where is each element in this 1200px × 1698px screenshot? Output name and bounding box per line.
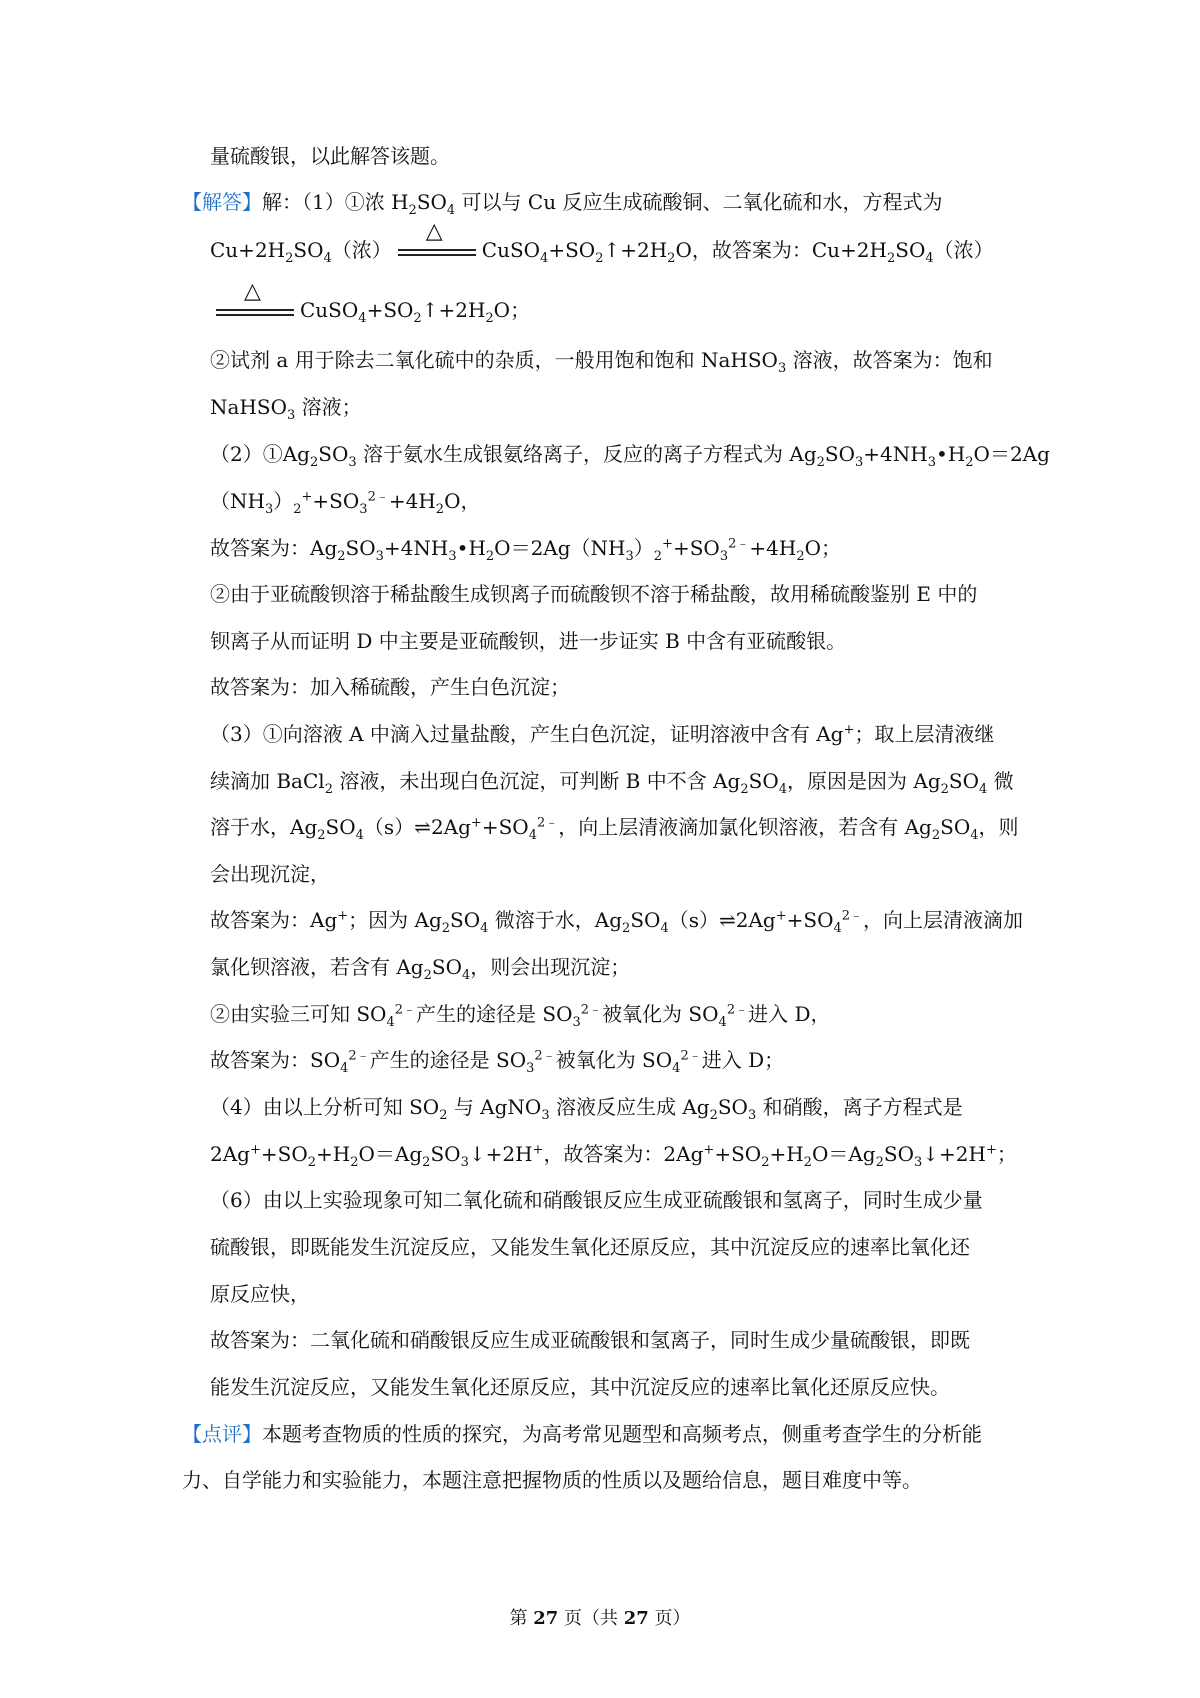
text-line: 量硫酸银，以此解答该题。 bbox=[210, 144, 450, 168]
text-line: $Cu+2H_2SO_4$（浓） △ $CuSO_4+SO_2↑+2H_2O$，故答案为：$Cu+2H_2SO_4$（浓） bbox=[210, 219, 994, 266]
text-line: NaHSO$_3$ 溶液； bbox=[210, 395, 362, 423]
text-line: $(2)①Ag_2SO_3$ 溶于氨水生成银氨络离子，反应的离子方程式为 $Ag_2SO_3+4NH_3•H_2O=2Ag$ bbox=[210, 442, 1050, 470]
text-line: ②试剂 a 用于除去二氧化硫中的杂质，一般用饱和饱和 NaHSO$_3$ 溶液，故答案为：饱和 bbox=[210, 348, 993, 376]
text-line: 氯化钡溶液，若含有 $Ag_2SO_4$，则会出现沉淀； bbox=[210, 955, 631, 983]
page-total: 27 bbox=[623, 1608, 649, 1629]
text-line: ②由于亚硫酸钡溶于稀盐酸生成钡离子而硫酸钡不溶于稀盐酸，故用稀硫酸鉴别 E 中的 bbox=[210, 582, 978, 606]
text-line: 【解答】解：（1）①浓 $H_2SO_4$ 可以与 Cu 反应生成硫酸铜、二氧化硫和水，方程式为 bbox=[182, 190, 943, 218]
page-footer: 第 27 页（共 27 页） bbox=[509, 1608, 691, 1629]
text-line: 故答案为：$SO_4^{2﹣}$产生的途径是 $SO_3^{2﹣}$被氧化为 $SO_4^{2﹣}$进入 D； bbox=[210, 1048, 785, 1076]
text-line: 能发生沉淀反应，又能发生氧化还原反应，其中沉淀反应的速率比氧化还原反应快。 bbox=[210, 1375, 950, 1399]
text-line: 故答案为：加入稀硫酸，产生白色沉淀； bbox=[210, 675, 570, 699]
text-line: 钡离子从而证明 D 中主要是亚硫酸钡，进一步证实 B 中含有亚硫酸银。 bbox=[210, 629, 847, 653]
text-line: 会出现沉淀， bbox=[210, 862, 330, 886]
text-line: $(NH_3)_2^++SO_3^{2﹣}+4H_2O$， bbox=[210, 489, 481, 517]
text-line: △ $CuSO_4+SO_2↑+2H_2O$； bbox=[210, 296, 530, 325]
answer-tag: 【解答】 bbox=[182, 190, 262, 214]
text-line: 【点评】本题考查物质的性质的探究，为高考常见题型和高频考点，侧重考查学生的分析能 bbox=[182, 1422, 982, 1446]
text-line: （4）由以上分析可知 $SO_2$ 与 AgNO$_3$ 溶液反应生成 $Ag_2SO_3$ 和硝酸，离子方程式是 bbox=[210, 1095, 963, 1123]
text-line: （3）①向溶液 A 中滴入过量盐酸，产生白色沉淀，证明溶液中含有 Ag+；取上层清液继 bbox=[210, 722, 995, 746]
text-line: 故答案为：Ag+；因为 $Ag_2SO_4$ 微溶于水，$Ag_2SO_4(s)\rightleftharpoons 2Ag^++SO_4^{2﹣}$，向上层清液滴加 bbox=[210, 908, 1024, 936]
heating-arrow-icon: △ bbox=[394, 237, 480, 265]
text-line: 故答案为：$Ag_2SO_3+4NH_3•H_2O=2Ag(NH_3)_2^++SO_3^{2﹣}+4H_2O$； bbox=[210, 536, 841, 564]
text-line: 溶于水，$Ag_2SO_4(s)\rightleftharpoons 2Ag^++SO_4^{2﹣}$，向上层清液滴加氯化钡溶液，若含有 $Ag_2SO_4$，则 bbox=[210, 815, 1019, 843]
text-line: 续滴加 BaCl$_2$ 溶液，未出现白色沉淀，可判断 B 中不含 $Ag_2SO_4$，原因是因为 $Ag_2SO_4$ 微 bbox=[210, 769, 1014, 797]
heating-arrow-icon: △ bbox=[212, 297, 298, 325]
page-number: 27 bbox=[533, 1608, 559, 1629]
text-line: 故答案为：二氧化硫和硝酸银反应生成亚硫酸银和氢离子，同时生成少量硫酸银，即既 bbox=[210, 1328, 970, 1352]
text-line: ②由实验三可知 $SO_4^{2﹣}$产生的途径是 $SO_3^{2﹣}$被氧化为 $SO_4^{2﹣}$进入 D， bbox=[210, 1002, 831, 1030]
text-line: （6）由以上实验现象可知二氧化硫和硝酸银反应生成亚硫酸银和氢离子，同时生成少量 bbox=[210, 1188, 983, 1212]
text-line: 力、自学能力和实验能力，本题注意把握物质的性质以及题给信息，题目难度中等。 bbox=[182, 1468, 922, 1492]
text-line: 原反应快， bbox=[210, 1282, 310, 1306]
text-line: 硫酸银，即既能发生沉淀反应，又能发生氧化还原反应，其中沉淀反应的速率比氧化还 bbox=[210, 1235, 970, 1259]
comment-tag: 【点评】 bbox=[182, 1422, 262, 1446]
text-line: $2Ag^++SO_2+H_2O=Ag_2SO_3↓+2H^+$，故答案为：$2Ag^++SO_2+H_2O=Ag_2SO_3↓+2H^+$； bbox=[210, 1142, 1017, 1170]
